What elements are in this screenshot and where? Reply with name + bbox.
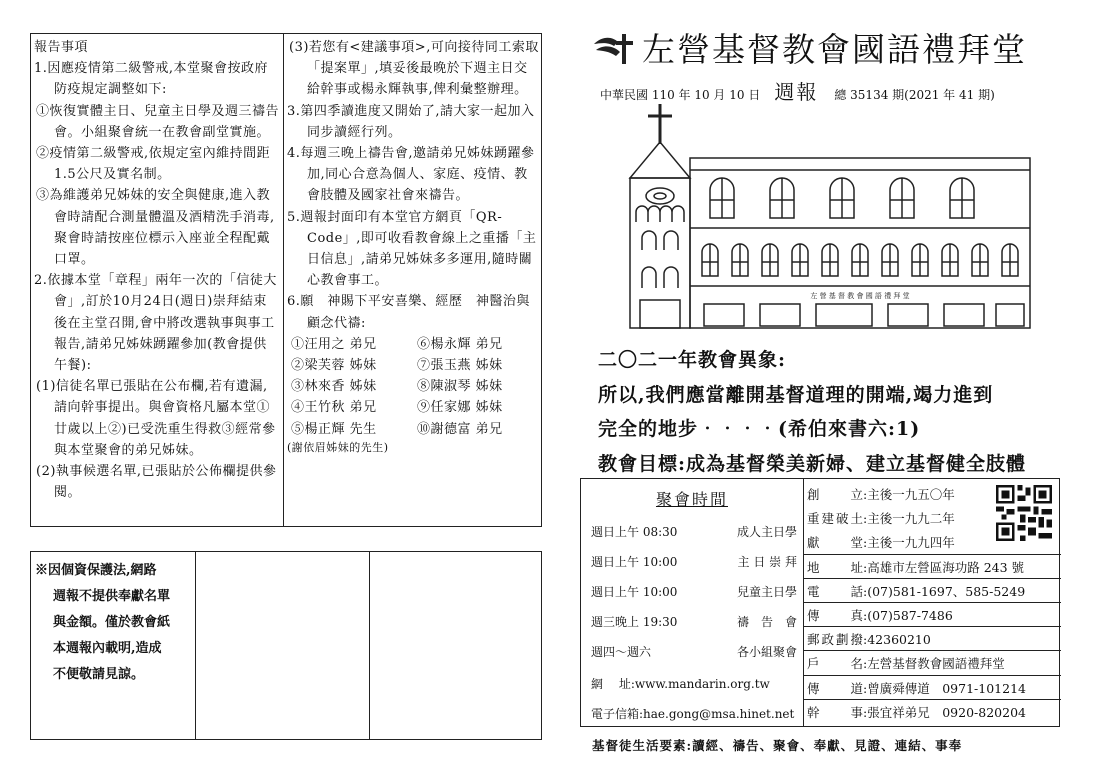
contact-label: 創 立	[807, 487, 863, 502]
announcement-item: (1)信徒名單已張貼在公布欄,若有遺漏,請向幹事提出。與會資格凡屬本堂①廿歲以上②)已受洗重生得救③經常參與本堂聚會的弟兄姊妹。	[36, 379, 276, 458]
contact-label: 重建破土	[807, 511, 863, 527]
info-box	[580, 478, 1060, 727]
contact-colon: :	[863, 535, 868, 551]
privacy-notice	[35, 558, 191, 688]
announcement-item: ③為維護弟兄姊妹的安全與健康,進入教會時請配合測量體溫及酒精洗手消毒,聚會時請按座位標示入座並全程配戴口罩。	[36, 188, 275, 268]
privacy-line: 與金額。僅於教會紙	[53, 615, 171, 630]
contact-row	[807, 654, 1057, 672]
contact-value: 左營基督教會國語禮拜堂	[867, 656, 1005, 672]
prayer-name: ⑨任家娜 姊妹	[417, 400, 503, 416]
service-row	[591, 643, 797, 660]
contact-value: (07)581-1697、585-5249	[867, 583, 1026, 599]
contact-colon: :	[863, 559, 868, 575]
prayer-name: ③林來香 姊妹	[291, 379, 377, 395]
announcement-item: ②疫情第二級警戒,依規定室內維持間距1.5公尺及實名制。	[36, 146, 271, 183]
contact-separator	[803, 675, 1061, 676]
service-name: 成人主日學	[736, 525, 797, 539]
prayer-name: ⑥楊永輝 弟兄	[417, 336, 503, 352]
contact-colon: :	[863, 704, 868, 720]
church-goal: 教會目標:成為基督榮美新婦、建立基督健全肢體	[598, 453, 1027, 475]
service-name: 主 日 崇 拜	[737, 555, 797, 569]
service-name: 各小組聚會	[736, 645, 797, 659]
vision-verse-line-1: 所以,我們應當離開基督道理的開端,竭力進到	[598, 384, 994, 406]
prayer-note: (謝依眉姊妹的先生)	[287, 440, 389, 454]
service-time: 週日上午 10:00	[591, 585, 678, 599]
left-announcement-list	[34, 58, 280, 503]
prayer-name: ⑤楊正輝 先生	[291, 421, 377, 437]
announcement-item: 2.依據本堂「章程」兩年一次的「信徒大會」,訂於10月24日(週日)崇拜結束後在主堂召開,會中將改選執事與事工報告,請弟兄姊妹踴躍參加(教會提供午餐):	[34, 273, 277, 374]
announcement-item: (2)執事候選名單,已張貼於公佈欄提供參閱。	[36, 464, 277, 501]
contact-value: 張宜祥弟兄 0920-820204	[867, 704, 1026, 720]
prayer-name: ⑩謝德富 弟兄	[417, 421, 503, 437]
announcements-right-column	[287, 37, 539, 456]
issue-date: 中華民國 110 年 10 月 10 日	[600, 88, 761, 102]
contact-colon: :	[863, 680, 868, 696]
prayer-name: ⑧陳淑琴 姊妹	[417, 379, 503, 395]
column-divider	[283, 34, 284, 526]
announcement-item: 5.週報封面印有本堂官方網頁「QR-Code」,即可收看教會線上之重播「主日信息」,請弟兄姊妹多多運用,隨時關心教會事工。	[287, 209, 537, 289]
privacy-line: 不便敬請見諒。	[53, 667, 145, 682]
issue-number: 總 35134 期(2021 年 41 期)	[834, 88, 995, 102]
contact-value: 42360210	[867, 632, 931, 648]
contact-value: 主後一九九四年	[867, 535, 955, 551]
privacy-line: 週報不提供奉獻名單	[53, 589, 171, 604]
email: 電子信箱:hae.gong@msa.hinet.net	[591, 707, 795, 721]
contact-row	[807, 558, 1057, 576]
services-title: 聚會時間	[655, 490, 728, 509]
contact-separator	[803, 699, 1061, 700]
contact-row	[807, 630, 1057, 648]
prayer-name: ④王竹秋 弟兄	[291, 400, 377, 416]
contact-row	[807, 582, 1057, 600]
service-name: 禱 告 會	[736, 615, 797, 629]
contact-label: 傳 道	[807, 680, 863, 696]
service-row	[591, 553, 797, 570]
contact-label: 幹 事	[807, 704, 863, 720]
privacy-divider-2	[369, 552, 370, 739]
church-building-drawing	[620, 100, 1050, 336]
contact-colon: :	[863, 656, 868, 672]
christian-life-elements: 基督徒生活要素:讀經、禱告、聚會、奉獻、見證、連結、事奉	[592, 738, 963, 753]
announcement-item: 4.每週三晚上禱告會,邀請弟兄姊妹踴躍參加,同心合意為個人、家庭、疫情、教會肢體及國家社會來禱告。	[287, 146, 535, 204]
church-title-row	[592, 24, 1027, 71]
building-banner-text: 左 營 基 督 教 會 國 語 禮 拜 堂	[810, 292, 910, 300]
contact-separator	[803, 554, 1061, 555]
right-announcement-list	[287, 37, 539, 334]
contact-colon: :	[863, 583, 868, 599]
contact-row	[807, 679, 1057, 697]
contact-label: 電 話	[807, 583, 863, 599]
service-row	[591, 613, 797, 630]
contact-separator	[803, 650, 1061, 651]
announcement-item: 1.因應疫情第二級警戒,本堂聚會按政府防疫規定調整如下:	[34, 61, 269, 98]
announcement-item: (3)若您有<建議事項>,可向接待同工索取「提案單」,填妥後最晚於下週主日交給幹事或楊永輝執事,俾利彙整辦理。	[289, 40, 539, 98]
prayer-name: ⑦張玉燕 姊妹	[417, 358, 503, 374]
privacy-divider-1	[195, 552, 196, 739]
privacy-box	[30, 551, 542, 740]
contact-label: 傳 真	[807, 608, 863, 623]
service-name: 兒童主日學	[736, 585, 797, 599]
contact-label: 郵政劃撥	[807, 632, 863, 648]
contact-row	[807, 606, 1057, 624]
contact-value: 主後一九五〇年	[867, 487, 955, 502]
website: 網 址:www.mandarin.org.tw	[591, 677, 770, 691]
contact-value: 曾廣舜傳道 0971-101214	[867, 680, 1026, 696]
vision-title: 二〇二一年教會異象:	[598, 349, 787, 371]
contact-separator	[803, 626, 1061, 627]
announcements-heading: 報告事項	[34, 40, 89, 55]
announcement-item: 6.願 神賜下平安喜樂、經歷 神醫治與顧念代禱:	[287, 294, 530, 331]
prayer-name: ②梁芙蓉 姊妹	[291, 358, 377, 374]
contact-row	[807, 703, 1057, 721]
contact-value: 主後一九九二年	[867, 511, 955, 527]
dove-cross-logo-icon	[592, 30, 636, 66]
contact-separator	[803, 602, 1061, 603]
contact-label: 獻 堂	[807, 535, 863, 551]
contact-colon: :	[863, 487, 868, 502]
service-time: 週日上午 08:30	[591, 525, 678, 539]
church-name: 左營基督教會國語禮拜堂	[642, 30, 1027, 69]
service-time: 週日上午 10:00	[591, 555, 678, 569]
service-time: 週四～週六	[591, 645, 652, 659]
announcement-item: ①恢復實體主日、兒童主日學及週三禱告會。小組聚會統一在教會副堂實施。	[36, 103, 280, 140]
announcements-box	[30, 33, 542, 527]
announcement-item: 3.第四季讀進度又開始了,請大家一起加入同步讀經行列。	[287, 103, 535, 140]
prayer-name: ①汪用之 弟兄	[291, 336, 377, 352]
contact-value: (07)587-7486	[867, 608, 953, 623]
qr-code-icon	[996, 485, 1052, 541]
privacy-line: 本週報內載明,造成	[53, 641, 162, 656]
contact-value: 高雄市左營區海功路 243 號	[867, 559, 1025, 575]
service-time: 週三晚上 19:30	[591, 615, 678, 629]
contact-colon: :	[863, 511, 868, 527]
prayer-list	[287, 334, 539, 440]
service-row	[591, 523, 797, 540]
contact-colon: :	[863, 608, 868, 623]
announcements-left-column	[34, 37, 280, 503]
contact-colon: :	[863, 632, 868, 648]
privacy-line: ※因個資保護法,網路	[35, 563, 157, 578]
contact-label: 地 址	[807, 559, 863, 575]
contact-separator	[803, 578, 1061, 579]
service-row	[591, 583, 797, 600]
contact-label: 戶 名	[807, 656, 863, 672]
weekly-label: 週報	[774, 80, 819, 104]
vision-verse-line-2: 完全的地步‧‧‧‧(希伯來書六:1)	[598, 418, 921, 440]
